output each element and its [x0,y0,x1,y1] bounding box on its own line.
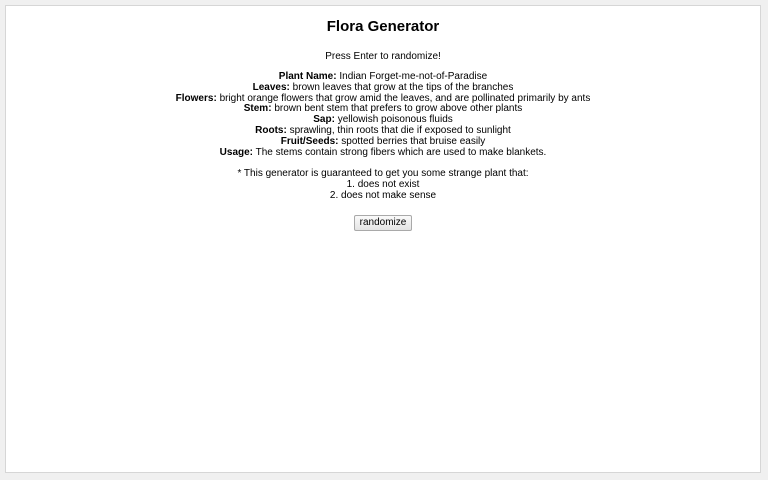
disclaimer-intro: * This generator is guaranteed to get you some strange plant that: [237,168,529,180]
trait-label: Sap: [313,114,335,126]
trait-value: bright orange flowers that grow amid the leaves, and are pollinated primarily by ants [219,92,591,104]
trait-label: Leaves: [252,81,290,93]
trait-value: brown bent stem that prefers to grow above other plants [274,103,523,115]
trait-value: The stems contain strong fibers which are used to make blankets. [255,146,547,158]
trait-value: brown leaves that grow at the tips of the branches [292,81,514,93]
trait-usage [6,148,760,159]
plant-traits [6,72,760,158]
generator-panel [5,5,761,473]
button-row [6,212,760,231]
trait-label: Plant Name: [278,71,337,82]
trait-value: spotted berries that bruise easily [341,135,486,147]
trait-label: Usage: [219,146,254,158]
trait-value: sprawling, thin roots that die if exposed to sunlight [289,124,511,136]
disclaimer-item: 2. does not make sense [329,189,437,201]
trait-value: yellowish poisonous fluids [337,114,453,126]
disclaimer-note [6,169,760,201]
page-title: Flora Generator [326,18,440,35]
trait-label: Roots: [255,124,287,136]
randomize-button[interactable]: randomize [354,215,413,231]
trait-value: Indian Forget-me-not-of-Paradise [339,71,488,82]
trait-label: Stem: [243,103,272,115]
disclaimer-item: 1. does not exist [346,179,420,191]
trait-label: Flowers: [175,92,217,104]
randomize-hint: Press Enter to randomize! [325,51,441,62]
trait-label: Fruit/Seeds: [280,135,339,147]
